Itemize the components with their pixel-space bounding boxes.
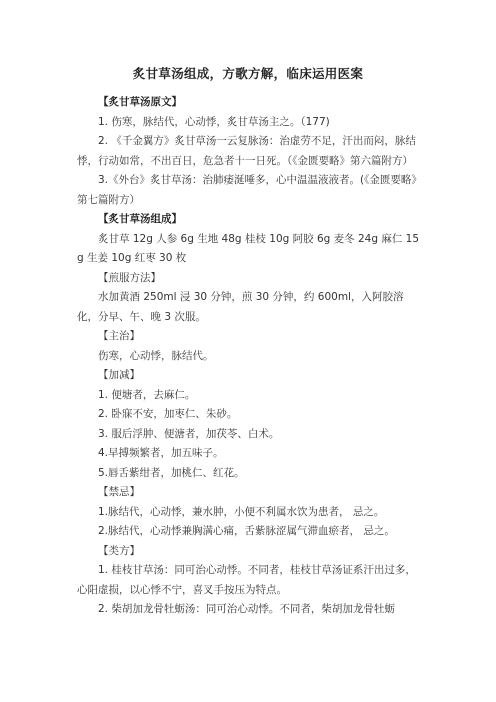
paragraph: 水加黄酒 250ml 浸 30 分钟，煎 30 分钟，约 600ml，入阿胶溶化，分早、午、晚 3 次服。 — [77, 291, 404, 323]
paragraph: 2. 柴胡加龙骨牡蛎汤：同可治心动悸。不同者，柴胡加龙骨牡蛎 — [98, 603, 395, 615]
section-heading: 【炙甘草汤原文】 — [98, 96, 182, 108]
document-body — [77, 93, 421, 620]
paragraph: 1. 伤寒，脉结代，心动悸，炙甘草汤主之。（177) — [98, 115, 330, 128]
paragraph: 1. 便塘者，去麻仁。 — [98, 388, 196, 401]
paragraph: 2.脉结代，心动悸兼胸满心痛，舌紫脉涩属气滞血瘀者， 忌之。 — [98, 525, 395, 537]
document-title: 炙甘草汤组成，方歌方解，临床运用医案 — [132, 66, 364, 81]
paragraph: 伤寒，心动悸，脉结代。 — [98, 349, 214, 362]
paragraph: 2. 卧寐不安，加枣仁、朱砂。 — [98, 408, 238, 420]
paragraph: 1.脉结代，心动悸，兼水肿，小便不利属水饮为患者， 忌之。 — [98, 505, 385, 518]
paragraph: 【类方】 — [98, 544, 140, 557]
paragraph: 4.早搏频繁者，加五味子。 — [98, 447, 224, 459]
paragraph: 【煎服方法】 — [98, 271, 161, 284]
paragraph: 2. 《千金翼方》炙甘草汤一云复脉汤：治虚劳不足，汗出而闷，脉结悸，行动如常，不出百日，危急者十一日死。（《金匮要略》第六篇附方） — [77, 135, 416, 167]
paragraph: 3. 服后浮肿、便溏者，加茯苓、白术。 — [98, 427, 280, 440]
paragraph: 炙甘草 12g 人参 6g 生地 48g 桂枝 10g 阿胶 6g 麦冬 24g 麻仁 15g 生姜 10g 红枣 30 枚 — [77, 232, 420, 264]
paragraph: 【加减】 — [98, 369, 140, 381]
paragraph: 1. 桂枝甘草汤：同可治心动悸。不同者，桂枝甘草汤证系汗出过多，心阳虚损，以心悸不宁，喜叉手按压为特点。 — [77, 564, 416, 596]
section-heading: 【炙甘草汤组成】 — [98, 213, 182, 225]
paragraph: 【禁忌】 — [98, 486, 140, 498]
paragraph: 3.《外台》炙甘草汤：治肺痿涎唾多，心中温温液液者。(《金匮要略》第七篇附方） — [77, 174, 417, 206]
paragraph: 5.唇舌紫绀者，加桃仁、红花。 — [98, 466, 245, 479]
paragraph: 【主治】 — [98, 330, 140, 342]
